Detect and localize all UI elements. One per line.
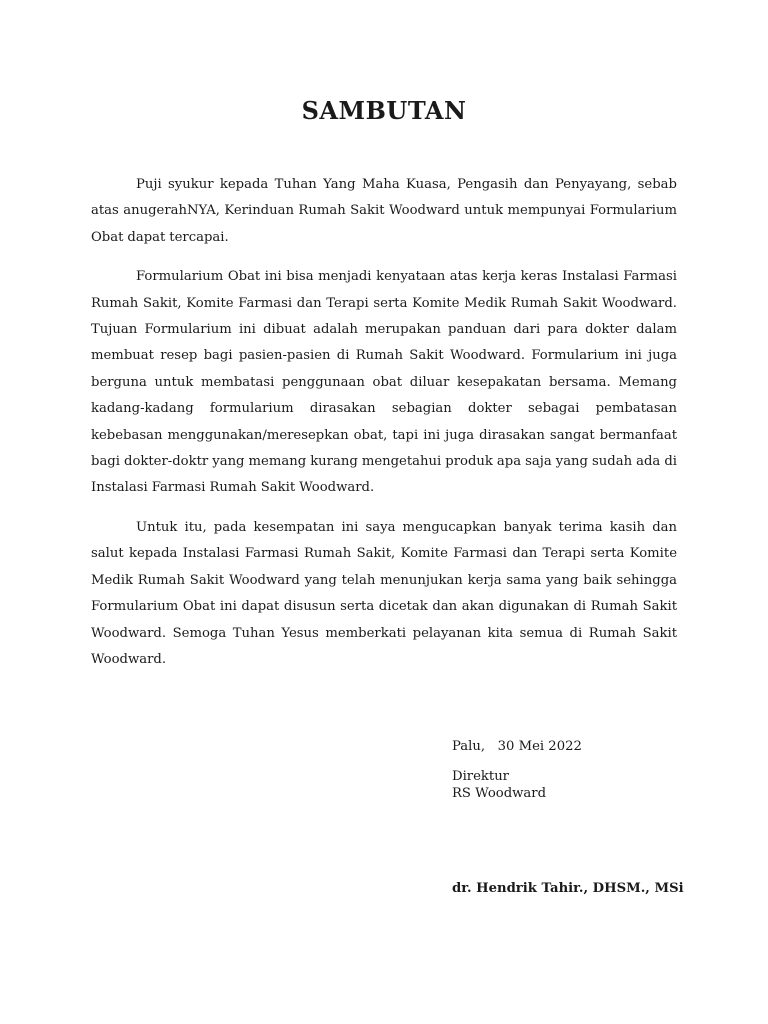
paragraph-3: Untuk itu, pada kesempatan ini saya mengucapkan banyak terima kasih dan salut kepada Instalasi Farmasi Rumah Sakit, Komite Farmasi dan Terapi serta Komite Medik Rumah Sakit Woodward yang telah menunjukan kerja sama yang baik sehingga Formularium Obat ini dapat disusun serta dicetak dan akan digunakan di Rumah Sakit Woodward. Semoga Tuhan Yesus memberkati pelayanan kita semua di Rumah Sakit Woodward. (91, 519, 677, 667)
paragraph-1: Puji syukur kepada Tuhan Yang Maha Kuasa, Pengasih dan Penyayang, sebab atas anugerahNYA, Kerinduan Rumah Sakit Woodward untuk mempunyai Formularium Obat dapat tercapai. (91, 177, 677, 245)
paragraph-2: Formularium Obat ini bisa menjadi kenyataan atas kerja keras Instalasi Farmasi Rumah Sakit, Komite Farmasi dan Terapi serta Komite Medik Rumah Sakit Woodward. Tujuan Formularium ini dibuat adalah merupakan panduan dari para dokter dalam membuat resep bagi pasien-pasien di Rumah Sakit Woodward. Formularium ini juga berguna untuk membatasi penggunaan obat diluar kesepakatan bersama. Memang kadang-kadang formularium dirasakan sebagian dokter sebagai pembatasan kebebasan menggunakan/meresepkan obat, tapi ini juga dirasakan sangat bermanfaat bagi dokter-doktr yang memang kurang mengetahui produk apa saja yang sudah ada di Instalasi Farmasi Rumah Sakit Woodward. (91, 269, 677, 496)
page-title: SAMBUTAN (301, 96, 467, 125)
signature-block (452, 738, 752, 802)
signatory-institution: RS Woodward (452, 786, 547, 801)
signatory-name: dr. Hendrik Tahir., DHSM., MSi (452, 881, 684, 896)
body-text (91, 172, 677, 686)
place-date: Palu, 30 Mei 2022 (452, 739, 582, 754)
signatory-position: Direktur (452, 769, 509, 784)
